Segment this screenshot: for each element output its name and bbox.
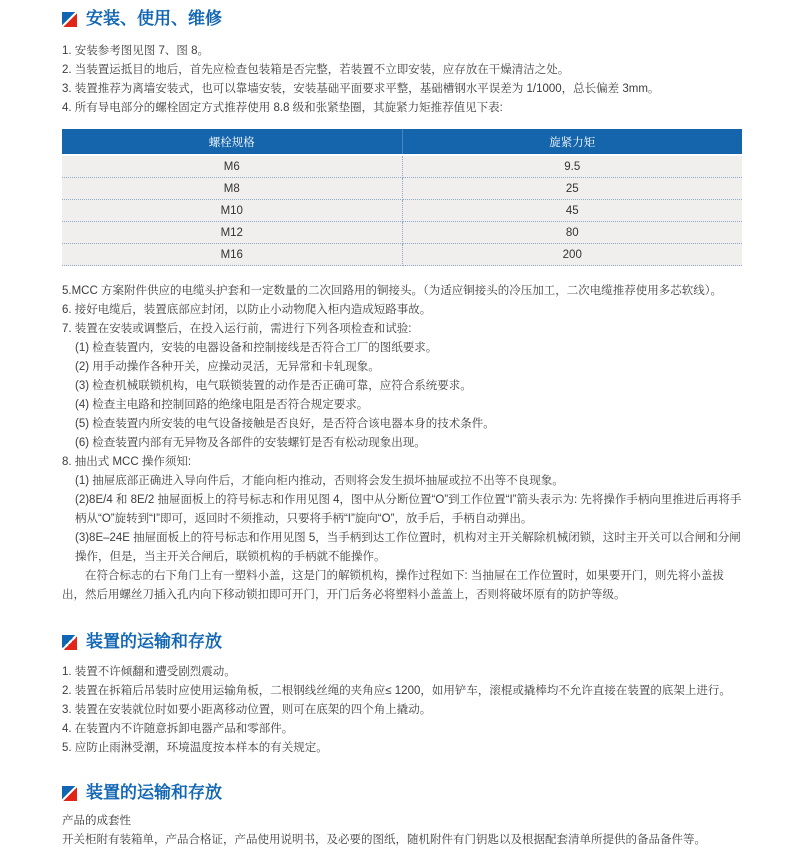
table-cell: M10 [62,200,402,222]
table-cell: 9.5 [402,155,742,178]
section-marker-icon [62,635,77,650]
table-cell: M8 [62,178,402,200]
section-heading [62,8,742,30]
completeness-subtitle: 产品的成套性 [62,815,131,827]
table-row [62,222,742,244]
install-note: (1) 检查装置内，安装的电器设备和控制接线是否符合工厂的图纸要求。 [75,342,438,354]
install-note: (2)8E/4 和 8E/2 抽屉面板上的符号标志和作用见图 4，图中从分断位置“O”到工作位置“I”箭头表示为: 先将操作手柄向里推进后再将手柄从“O”旋转到“I”即可，返回时不须推动，只要将手柄“I”旋向“O”，放手后，手柄自动弹出。 [75,494,742,525]
section-marker-icon [62,12,77,27]
table-cell: M6 [62,155,402,178]
table-cell: 200 [402,244,742,266]
door-unlock-paragraph: 在符合标志的右下角门上有一塑料小盖，这是门的解锁机构，操作过程如下: 当抽屉在工作位置时，如果要开门，则先将小盖拔出，然后用螺丝刀插入孔内向下移动锁扣即可开门，开门后务必将塑料小盖盖上，否则将破坏原有的防护等级。 [62,570,724,601]
table-cell: 25 [402,178,742,200]
install-note: 8. 抽出式 MCC 操作须知: [62,456,192,468]
install-note: (3) 检查机械联锁机构，电气联锁装置的动作是否正确可靠，应符合系统要求。 [75,380,472,392]
install-notes-list [62,282,742,567]
torque-table-body [62,155,742,266]
install-step: 3. 装置推荐为离墙安装式，也可以靠墙安装，安装基础平面要求平整，基础槽钢水平误差为 1/1000，总长偏差 3mm。 [62,83,660,95]
section-transport-storage [62,631,742,758]
install-step: 1. 安装参考图见图 7、图 8。 [62,45,209,57]
transport-item: 4. 在装置内不许随意拆卸电器产品和零部件。 [62,723,294,735]
install-note: (3)8E–24E 抽屉面板上的符号标志和作用见图 5，当手柄到达工作位置时，机构对主开关解除机械闭锁，这时主开关可以合闸和分闸操作，但是，当主开关合闸后，联锁机构的手柄就不能操作。 [75,532,741,563]
section-heading [62,782,742,804]
torque-table [62,129,742,266]
transport-list [62,663,742,758]
section-marker-icon [62,786,77,801]
install-note: (5) 检查装置内所安装的电气设备接触是否良好，是否符合该电器本身的技术条件。 [75,418,495,430]
transport-item: 1. 装置不许倾翻和遭受剧烈震动。 [62,666,236,678]
section-heading [62,631,742,653]
table-row [62,155,742,178]
section-heading-text: 安装、使用、维修 [86,9,222,28]
transport-item: 2. 装置在拆箱后吊装时应使用运输角板，二根钢线丝绳的夹角应≤ 1200，如用铲车，滚棍或撬棒均不允许直接在装置的底架上进行。 [62,685,731,697]
install-step: 4. 所有导电部分的螺栓固定方式推荐使用 8.8 级和张紧垫圈，其旋紧力矩推荐值见下表: [62,102,503,114]
table-row [62,178,742,200]
table-row [62,244,742,266]
table-row [62,200,742,222]
table-cell: M16 [62,244,402,266]
section-heading-text: 装置的运输和存放 [86,632,222,651]
table-cell: 80 [402,222,742,244]
transport-item: 3. 装置在安装就位时如要小距离移动位置，则可在底架的四个角上撬动。 [62,704,432,716]
section-heading-text: 装置的运输和存放 [86,783,222,802]
install-note: (2) 用手动操作各种开关，应操动灵活，无异常和卡轧现象。 [75,361,380,373]
table-cell: 45 [402,200,742,222]
section-transport-storage-2 [62,782,742,850]
install-note: (1) 抽屉底部正确进入导向件后，才能向柜内推动，否则将会发生损坏抽屉或拉不出等不良现象。 [75,475,564,487]
section-install-use-maintain [62,8,742,605]
install-note: (6) 检查装置内部有无异物及各部件的安装螺钉是否有松动现象出现。 [75,437,426,449]
install-note: 5.MCC 方案附件供应的电缆头护套和一定数量的二次回路用的铜接头。（为适应铜接头的冷压加工，二次电缆推荐使用多芯软线）。 [62,285,722,297]
install-note: (4) 检查主电路和控制回路的绝缘电阻是否符合规定要求。 [75,399,369,411]
torque-table-header-row [62,129,742,155]
transport-item: 5. 应防止雨淋受潮，环境温度按本样本的有关规定。 [62,742,328,754]
install-note: 7. 装置在安装或调整后，在投入运行前，需进行下列各项检查和试验: [62,323,412,335]
install-intro-list [62,42,742,118]
completeness-body: 开关柜附有装箱单，产品合格证，产品使用说明书，及必要的图纸，随机附件有门钥匙以及根据配套清单所提供的备品备件等。 [62,834,706,846]
install-step: 2. 当装置运抵目的地后，首先应检查包装箱是否完整，若装置不立即安装，应存放在干燥清洁之处。 [62,64,570,76]
install-note: 6. 接好电缆后，装置底部应封闭，以防止小动物爬入柜内造成短路事故。 [62,304,432,316]
torque-table-column-header: 螺栓规格 [62,129,402,155]
torque-table-column-header: 旋紧力矩 [402,129,742,155]
table-cell: M12 [62,222,402,244]
